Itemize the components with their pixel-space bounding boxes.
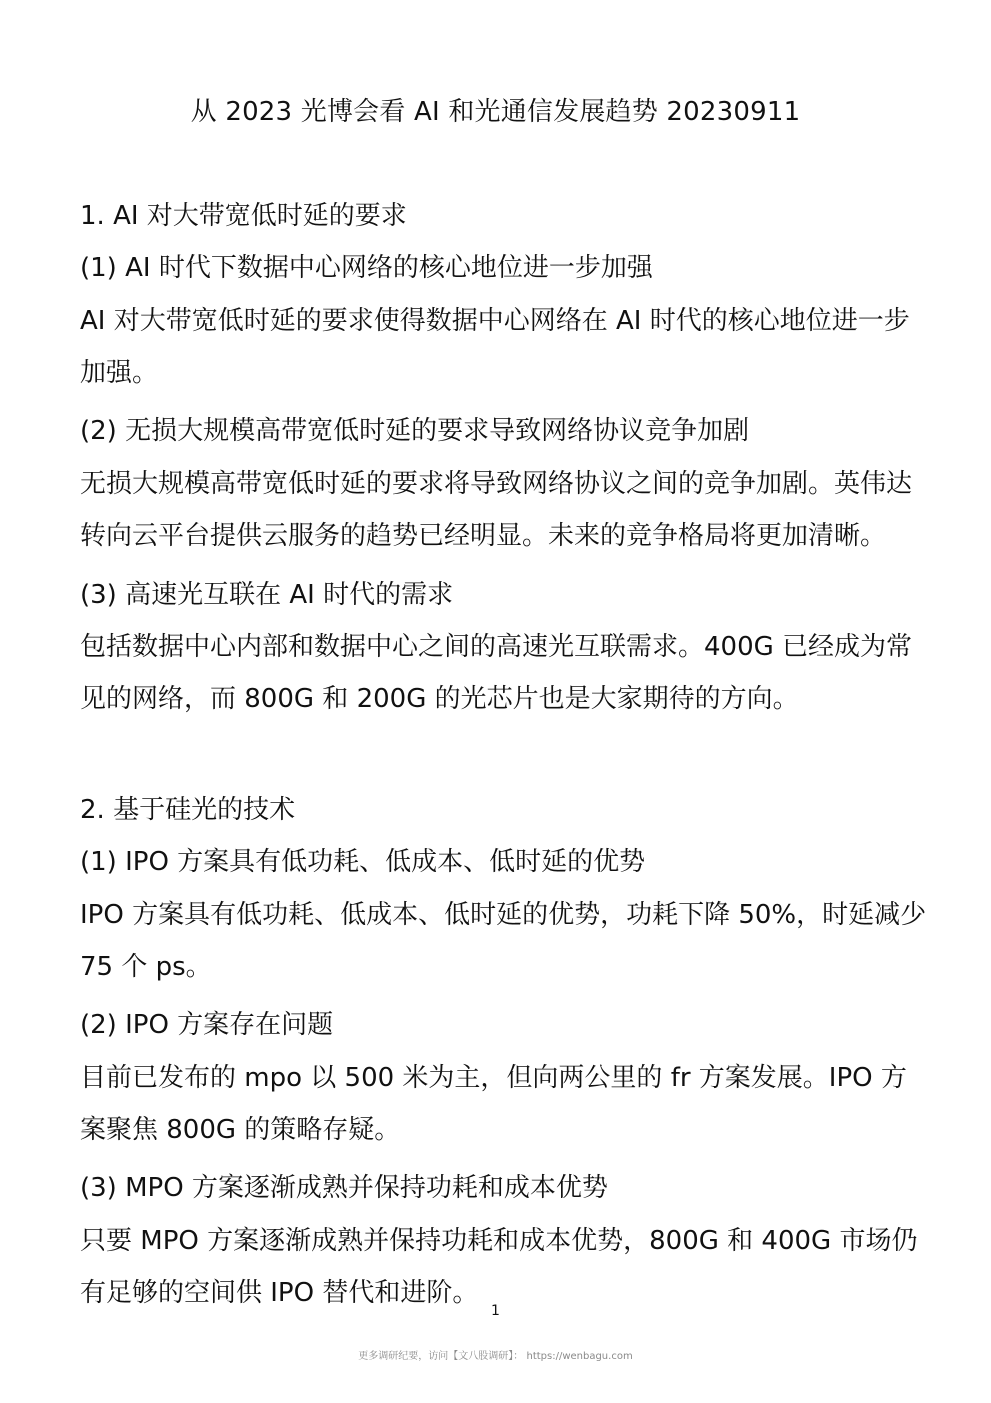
page-number: 1 <box>491 1303 500 1319</box>
paragraph: 包括数据中心内部和数据中心之间的高速光互联需求。400G 已经成为常见的网络，而 800G 和 200G 的光芯片也是大家期待的方向。 <box>80 632 913 715</box>
footer-text: 更多调研纪要，访问【文八股调研】： https://wenbagu.com <box>358 1351 633 1362</box>
subheading: (3) 高速光互联在 AI 时代的需求 <box>80 579 454 610</box>
subheading: (1) IPO 方案具有低功耗、低成本、低时延的优势 <box>80 846 646 877</box>
paragraph: 只要 MPO 方案逐渐成熟并保持功耗和成本优势，800G 和 400G 市场仍有足够的空间供 IPO 替代和进阶。 <box>80 1225 918 1309</box>
paragraph: AI 对大带宽低时延的要求使得数据中心网络在 AI 时代的核心地位进一步加强。 <box>80 305 910 388</box>
document-title: 从 2023 光博会看 AI 和光通信发展趋势 20230911 <box>190 97 801 127</box>
paragraph: IPO 方案具有低功耗、低成本、低时延的优势，功耗下降 50%，时延减少 75 个 ps。 <box>80 899 927 982</box>
paragraph: 目前已发布的 mpo 以 500 米为主，但向两公里的 fr 方案发展。IPO 方案聚焦 800G 的策略存疑。 <box>80 1062 907 1145</box>
subheading: (3) MPO 方案逐渐成熟并保持功耗和成本优势 <box>80 1173 608 1204</box>
subheading: (2) IPO 方案存在问题 <box>80 1010 334 1041</box>
section-heading: 2. 基于硅光的技术 <box>80 794 296 825</box>
paragraph: 无损大规模高带宽低时延的要求将导致网络协议之间的竞争加剧。英伟达转向云平台提供云服务的趋势已经明显。未来的竞争格局将更加清晰。 <box>80 468 913 552</box>
document-body <box>80 197 930 1333</box>
section-spacer <box>80 739 930 791</box>
subheading: (2) 无损大规模高带宽低时延的要求导致网络协议竞争加剧 <box>80 416 750 447</box>
section-heading: 1. AI 对大带宽低时延的要求 <box>80 201 407 231</box>
subheading: (1) AI 时代下数据中心网络的核心地位进一步加强 <box>80 253 653 284</box>
